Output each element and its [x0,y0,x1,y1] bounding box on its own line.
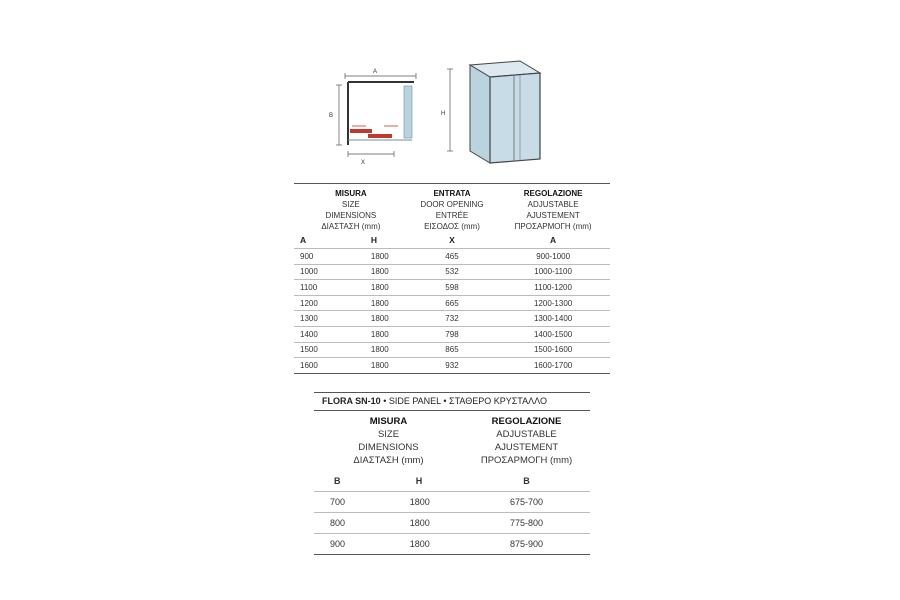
table-row: 1500 1800 865 1500-1600 [294,342,610,358]
table-row: 900 1800 875-900 [314,534,590,555]
label-x: X [361,160,366,166]
isometric-view-drawing [436,55,556,175]
label-b: B [329,113,334,119]
table-row: 1000 1800 532 1000-1100 [294,264,610,280]
sizes-table [294,183,610,374]
plan-view-drawing [320,60,440,170]
side-panel-title: FLORA SN-10 • SIDE PANEL • ΣΤΑΘΕΡΟ ΚΡΥΣΤΑΛΛΟ [314,392,590,411]
table-row: 1600 1800 932 1600-1700 [294,358,610,374]
header-adjustable: REGOLAZIONE ADJUSTABLE AJUSTEMENT ΠΡΟΣΑΡΜΟΓΗ (mm) [514,189,592,231]
table-row: 900 1800 465 900-1000 [294,249,610,265]
table-row: 1200 1800 665 1200-1300 [294,295,610,311]
side-panel-table [314,392,590,555]
table-row: 1100 1800 598 1100-1200 [294,280,610,296]
header-adjustable: REGOLAZIONE ADJUSTABLE AJUSTEMENT ΠΡΟΣΑΡΜΟΓΗ (mm) [480,416,573,466]
label-a: A [373,69,378,75]
label-h: H [441,111,446,117]
column-letters-row: A H X A [300,235,557,245]
table-row: 1300 1800 732 1300-1400 [294,311,610,327]
header-size: MISURA SIZE DIMENSIONS ΔΙΑΣΤΑΣΗ (mm) [353,416,424,466]
table-header-row [314,411,590,471]
table-row: 1400 1800 798 1400-1500 [294,326,610,342]
column-letters-row: B H B [334,476,530,486]
header-door-opening: ENTRATA DOOR OPENING ENTRÉE ΕΙΣΟΔΟΣ (mm) [420,189,484,231]
table-row: 800 1800 775-800 [314,513,590,534]
table-header-row [294,184,610,233]
table-row: 700 1800 675-700 [314,492,590,513]
header-size: MISURA SIZE DIMENSIONS ΔΙΑΣΤΑΣΗ (mm) [321,189,381,231]
